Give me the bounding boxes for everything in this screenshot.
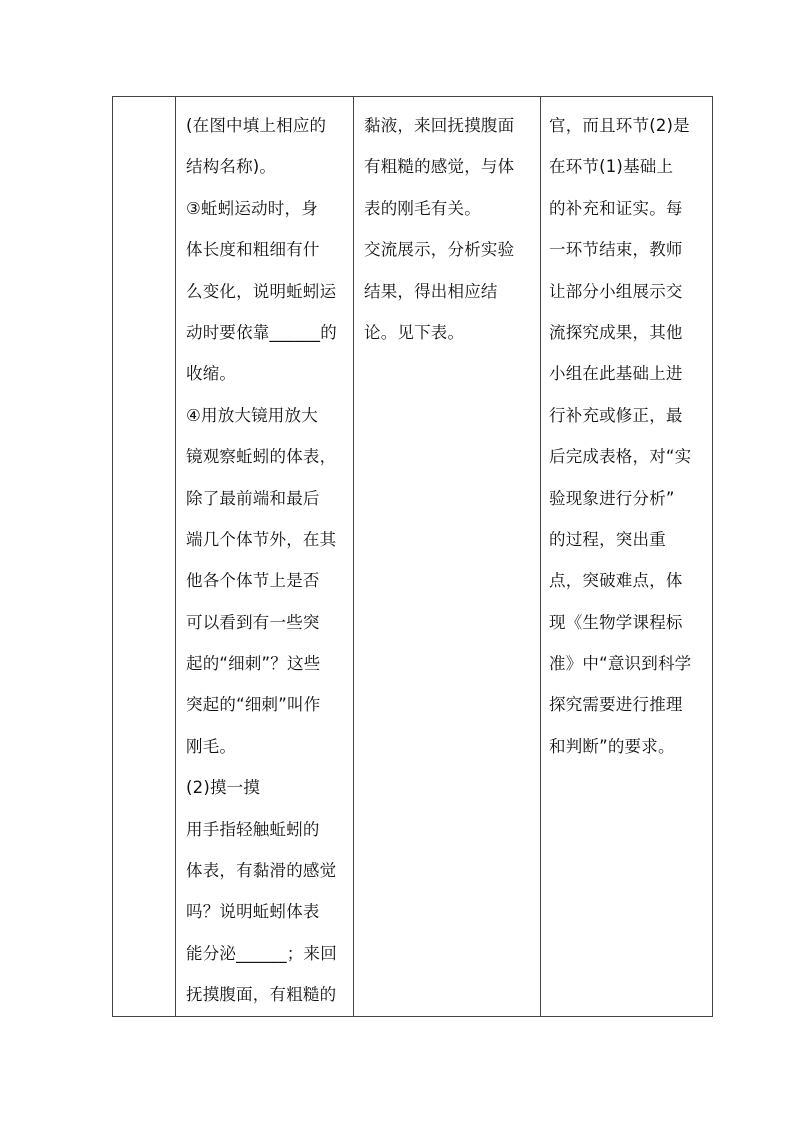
text-line: 让部分小组展示交 <box>549 281 683 301</box>
text-line: 论。见下表。 <box>364 322 465 342</box>
text-line: 体长度和粗细有什 <box>186 240 320 260</box>
text-line: 除了最前端和最后 <box>186 488 320 508</box>
text-line: 验现象进行分析” <box>549 488 675 508</box>
text-line: 一环节结束，教师 <box>549 240 683 260</box>
text-line: 准》中“意识到科学 <box>549 654 692 674</box>
text-line: 交流展示，分析实验 <box>364 240 515 260</box>
text-line: 起的“细刺”？这些 <box>186 654 321 674</box>
cell-content <box>176 97 353 1016</box>
text-line: 能分泌______；来回 <box>186 943 337 963</box>
text-line: 探究需要进行推理 <box>549 695 683 715</box>
text-line: (2)摸一摸 <box>186 778 261 798</box>
text-line: 的补充和证实。每 <box>549 198 683 218</box>
text-line: 可以看到有一些突 <box>186 612 320 632</box>
table-cell-teacher-activity <box>354 97 541 1017</box>
text-line: 收缩。 <box>186 364 237 384</box>
text-line: ③蚯蚓运动时，身 <box>186 198 318 218</box>
table-cell-student-activity <box>176 97 354 1017</box>
text-line: 在环节(1)基础上 <box>549 157 674 177</box>
text-line: 表的刚毛有关。 <box>364 198 481 218</box>
text-line: ④用放大镜用放大 <box>186 405 318 425</box>
text-line: 流探究成果，其他 <box>549 322 683 342</box>
text-line: 有粗糙的感觉，与体 <box>364 157 515 177</box>
text-line: 抚摸腹面，有粗糙的 <box>186 985 337 1005</box>
text-line: 镜观察蚯蚓的体表， <box>186 447 337 467</box>
text-line: 官，而且环节(2)是 <box>549 116 690 135</box>
text-line: 体表，有黏滑的感觉 <box>186 861 337 881</box>
text-line: 结构名称)。 <box>186 157 277 177</box>
text-line: 结果，得出相应结 <box>364 281 498 301</box>
text-line: (在图中填上相应的 <box>186 116 327 135</box>
text-line: 突起的“细刺”叫作 <box>186 695 321 715</box>
text-line: 点，突破难点，体 <box>549 571 683 591</box>
text-line: 黏液，来回抚摸腹面 <box>364 116 515 135</box>
cell-content <box>541 97 712 767</box>
text-line: 吗？说明蚯蚓体表 <box>186 902 320 922</box>
cell-content <box>354 97 540 353</box>
text-line: 行补充或修正，最 <box>549 405 683 425</box>
text-line: 用手指轻触蚯蚓的 <box>186 819 320 839</box>
text-line: 么变化，说明蚯蚓运 <box>186 281 337 301</box>
text-line: 和判断”的要求。 <box>549 736 675 756</box>
table-row <box>113 97 713 1017</box>
table-cell-design-intent <box>541 97 713 1017</box>
text-line: 后完成表格，对“实 <box>549 447 692 467</box>
text-line: 他各个体节上是否 <box>186 571 320 591</box>
text-line: 端几个体节外，在其 <box>186 529 337 549</box>
text-line: 刚毛。 <box>186 736 237 756</box>
text-line: 小组在此基础上进 <box>549 364 683 384</box>
lesson-plan-table <box>112 96 713 1017</box>
text-line: 动时要依靠______的 <box>186 322 337 342</box>
cell-content <box>113 97 175 105</box>
text-line: 现《生物学课程标 <box>549 612 683 632</box>
text-line: 的过程，突出重 <box>549 529 666 549</box>
table-cell-stage <box>113 97 176 1017</box>
